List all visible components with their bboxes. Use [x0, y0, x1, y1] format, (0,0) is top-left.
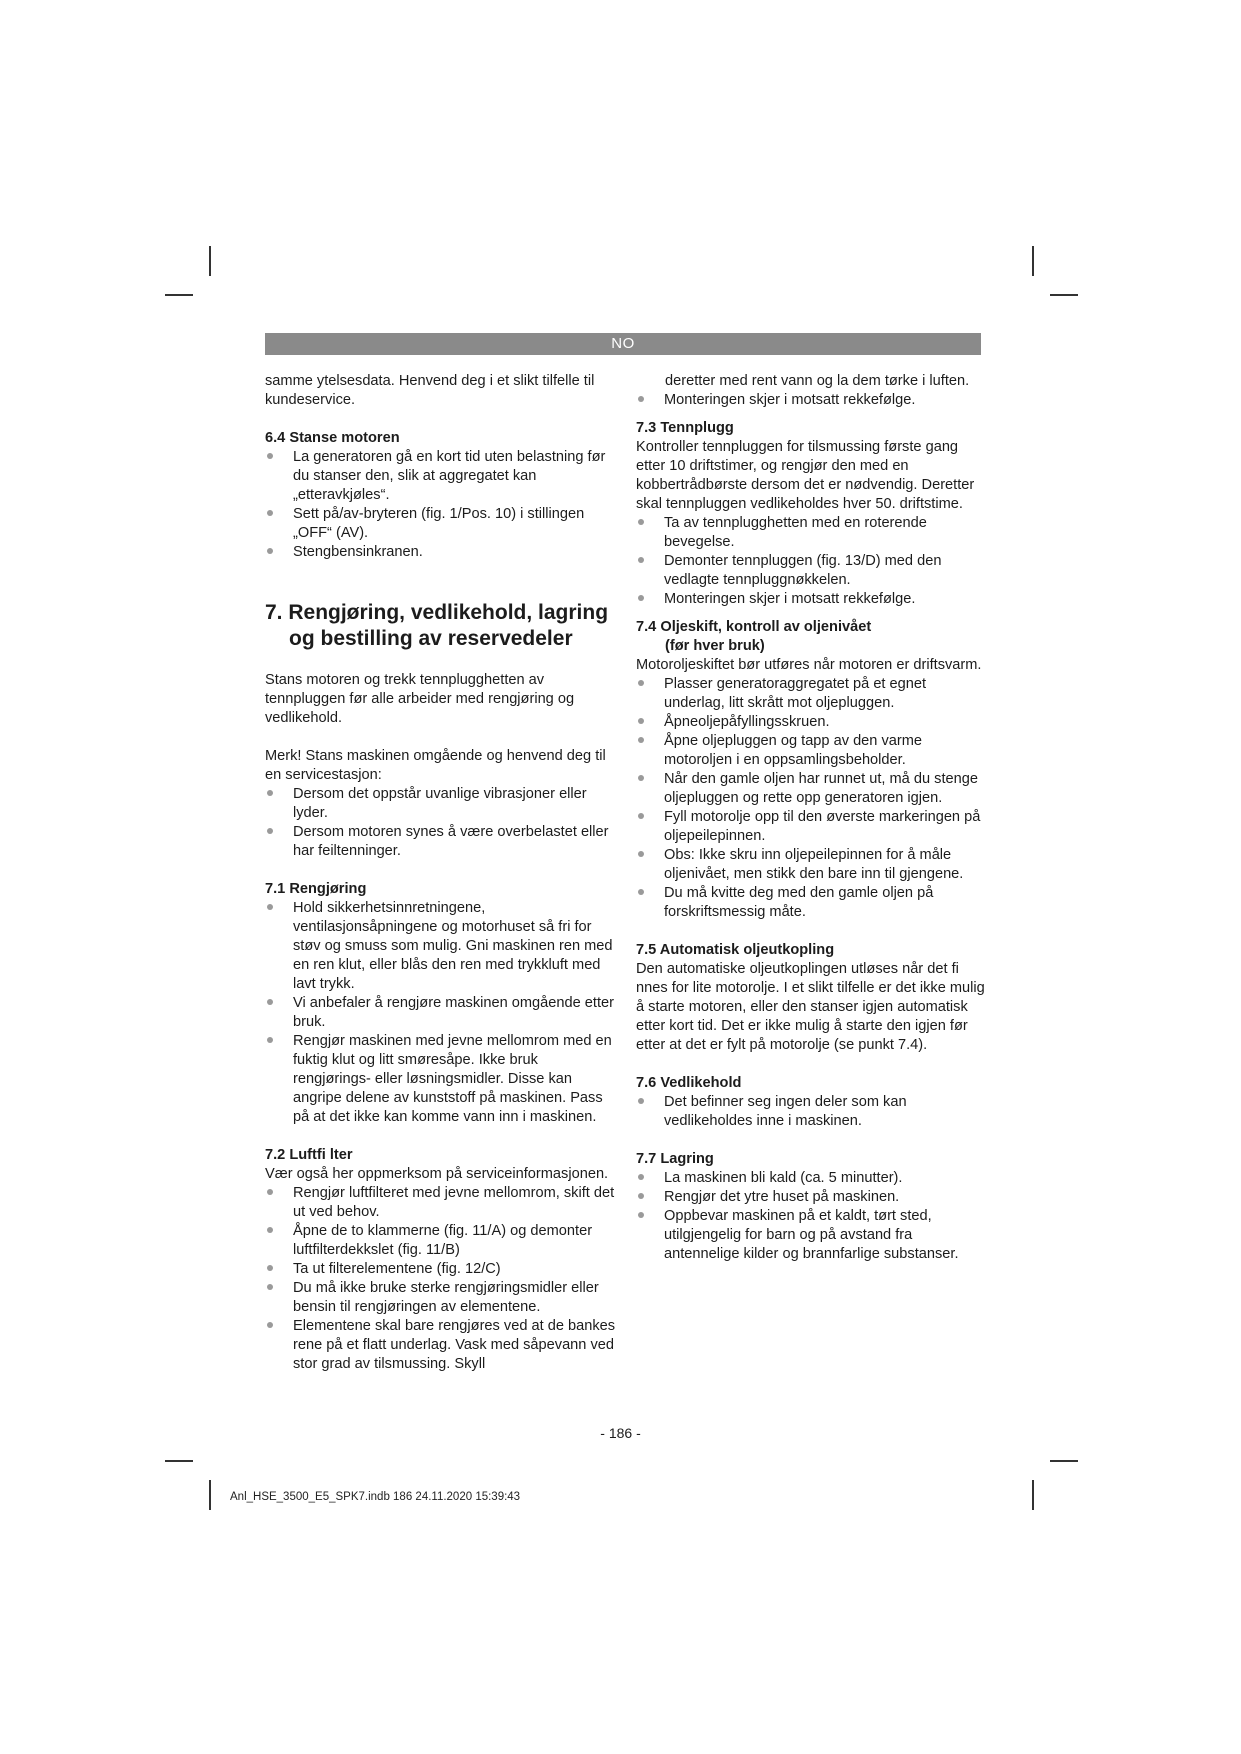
- paragraph: Stans motoren og trekk tennplugghetten av tennpluggen før alle arbeider med rengjøring og vedlikehold.: [265, 672, 575, 726]
- section-7-1-list: [265, 899, 617, 1127]
- language-header-bar: [265, 333, 981, 355]
- list-item: Monteringen skjer i motsatt rekkefølge.: [636, 391, 988, 410]
- chapter-7-title: [265, 600, 617, 652]
- list-item: Du må ikke bruke sterke rengjøringsmidler eller bensin til rengjøringen av elementene.: [265, 1279, 617, 1317]
- section-7-6-list: [636, 1093, 988, 1131]
- list-item: La maskinen bli kald (ca. 5 minutter).: [636, 1169, 988, 1188]
- right-column: [636, 372, 988, 1264]
- print-footer: Anl_HSE_3500_E5_SPK7.indb 186 24.11.2020 15:39:43: [230, 1491, 521, 1503]
- list-item: Åpne oljepluggen og tapp av den varme motoroljen i en oppsamlingsbeholder.: [636, 732, 988, 770]
- section-7-7-title: 7.7 Lagring: [636, 1151, 714, 1167]
- section-7-7-list: [636, 1169, 988, 1264]
- paragraph: Motoroljeskiftet bør utføres når motoren er driftsvarm.: [636, 657, 982, 673]
- list-item: Vi anbefaler å rengjøre maskinen omgående etter bruk.: [265, 994, 617, 1032]
- section-7-3-title: 7.3 Tennplugg: [636, 420, 734, 436]
- crop-mark: [165, 1460, 193, 1462]
- list-item: Elementene skal bare rengjøres ved at de bankes rene på et flatt underlag. Vask med såpevann ved stor grad av tilsmussing. Skyll: [265, 1317, 617, 1374]
- list-item: Demonter tennpluggen (fig. 13/D) med den vedlagte tennpluggnøkkelen.: [636, 552, 988, 590]
- list-item: Ta av tennplugghetten med en roterende bevegelse.: [636, 514, 988, 552]
- paragraph: Den automatiske oljeutkoplingen utløses når det fi nnes for lite motorolje. I et slikt tilfelle er det ikke mulig å starte motoren, eller den stanser igjen automatisk etter kort tid. Det er ikke mulig å starte den igjen før etter at det er fylt på motorolje (se punkt 7.4).: [636, 961, 985, 1053]
- page-number: - 186 -: [600, 1425, 641, 1441]
- continued-list: [636, 391, 988, 410]
- list-item: Rengjør maskinen med jevne mellomrom med en fuktig klut og litt smøresåpe. Ikke bruk rengjørings- eller løsningsmidler. Disse kan angripe delene av kunststoff på maskinen. Pass på at det ikke kan komme vann inn i maskinen.: [265, 1032, 617, 1127]
- chapter-7-title-line1: 7. Rengjøring, vedlikehold, lagring: [265, 601, 609, 624]
- list-item: Rengjør det ytre huset på maskinen.: [636, 1188, 988, 1207]
- list-item: Ta ut filterelementene (fig. 12/C): [265, 1260, 617, 1279]
- language-code: NO: [611, 335, 635, 352]
- list-item: Det befinner seg ingen deler som kan vedlikeholdes inne i maskinen.: [636, 1093, 988, 1131]
- list-item: Sett på/av-bryteren (fig. 1/Pos. 10) i stillingen „OFF“ (AV).: [265, 505, 617, 543]
- crop-mark: [1032, 246, 1034, 276]
- crop-mark: [1032, 1480, 1034, 1510]
- list-item: Åpne de to klammerne (fig. 11/A) og demonter luftfilterdekkslet (fig. 11/B): [265, 1222, 617, 1260]
- crop-mark: [209, 246, 211, 276]
- left-column: [265, 372, 617, 1374]
- crop-mark: [1050, 294, 1078, 296]
- list-item: Åpneoljepåfyllingsskruen.: [636, 713, 988, 732]
- section-7-5-title: 7.5 Automatisk oljeutkopling: [636, 942, 835, 958]
- list-item: Du må kvitte deg med den gamle oljen på forskriftsmessig måte.: [636, 884, 988, 922]
- section-6-4-list: [265, 448, 617, 562]
- section-7-4-list: [636, 675, 988, 922]
- paragraph: Merk! Stans maskinen omgående og henvend deg til en servicestasjon:: [265, 748, 606, 783]
- list-item: Fyll motorolje opp til den øverste markeringen på oljepeilepinnen.: [636, 808, 988, 846]
- crop-mark: [1050, 1460, 1078, 1462]
- section-7-1-title: 7.1 Rengjøring: [265, 881, 367, 897]
- warning-list: [265, 785, 617, 861]
- list-item: Når den gamle oljen har runnet ut, må du stenge oljepluggen og rette opp generatoren igjen.: [636, 770, 988, 808]
- list-item: Plasser generatoraggregatet på et egnet underlag, litt skrått mot oljepluggen.: [636, 675, 988, 713]
- list-item: Oppbevar maskinen på et kaldt, tørt sted, utilgjengelig for barn og på avstand fra antennelige kilder og brannfarlige substanser.: [636, 1207, 988, 1264]
- section-6-4-title: 6.4 Stanse motoren: [265, 430, 400, 446]
- section-7-6-title: 7.6 Vedlikehold: [636, 1075, 742, 1091]
- section-7-4-title: 7.4 Oljeskift, kontroll av oljenivået: [636, 619, 872, 635]
- list-item: Monteringen skjer i motsatt rekkefølge.: [636, 590, 988, 609]
- list-item: Dersom det oppstår uvanlige vibrasjoner eller lyder.: [265, 785, 617, 823]
- list-item: Hold sikkerhetsinnretningene, ventilasjonsåpningene og motorhuset så fri for støv og smuss som mulig. Gni maskinen ren med en ren klut, eller blås den ren med trykkluft med lavt trykk.: [265, 899, 617, 994]
- section-7-2-title: 7.2 Luftfi lter: [265, 1147, 353, 1163]
- chapter-7-title-line2: og bestilling av reservedeler: [289, 627, 573, 650]
- list-item: Dersom motoren synes å være overbelastet eller har feiltenninger.: [265, 823, 617, 861]
- continued-text: deretter med rent vann og la dem tørke i luften.: [665, 373, 970, 389]
- paragraph: Vær også her oppmerksom på serviceinformasjonen.: [265, 1166, 609, 1182]
- list-item: Obs: Ikke skru inn oljepeilepinnen for å måle oljenivået, men stikk den bare inn til gjengene.: [636, 846, 988, 884]
- section-7-3-list: [636, 514, 988, 609]
- list-item: Rengjør luftfilteret med jevne mellomrom, skift det ut ved behov.: [265, 1184, 617, 1222]
- list-item: Stengbensinkranen.: [265, 543, 617, 562]
- crop-mark: [165, 294, 193, 296]
- section-7-2-list: [265, 1184, 617, 1374]
- list-item: La generatoren gå en kort tid uten belastning før du stanser den, slik at aggregatet kan „etteravkjøles“.: [265, 448, 617, 505]
- paragraph: Kontroller tennpluggen for tilsmussing første gang etter 10 driftstimer, og rengjør den med en kobbertrådbørste dersom det er nødvendig. Deretter skal tennpluggen vedlikeholdes hver 50. driftstime.: [636, 439, 975, 512]
- crop-mark: [209, 1480, 211, 1510]
- section-7-4-subtitle: (før hver bruk): [665, 638, 765, 654]
- intro-text: samme ytelsesdata. Henvend deg i et slikt tilfelle til kundeservice.: [265, 373, 595, 408]
